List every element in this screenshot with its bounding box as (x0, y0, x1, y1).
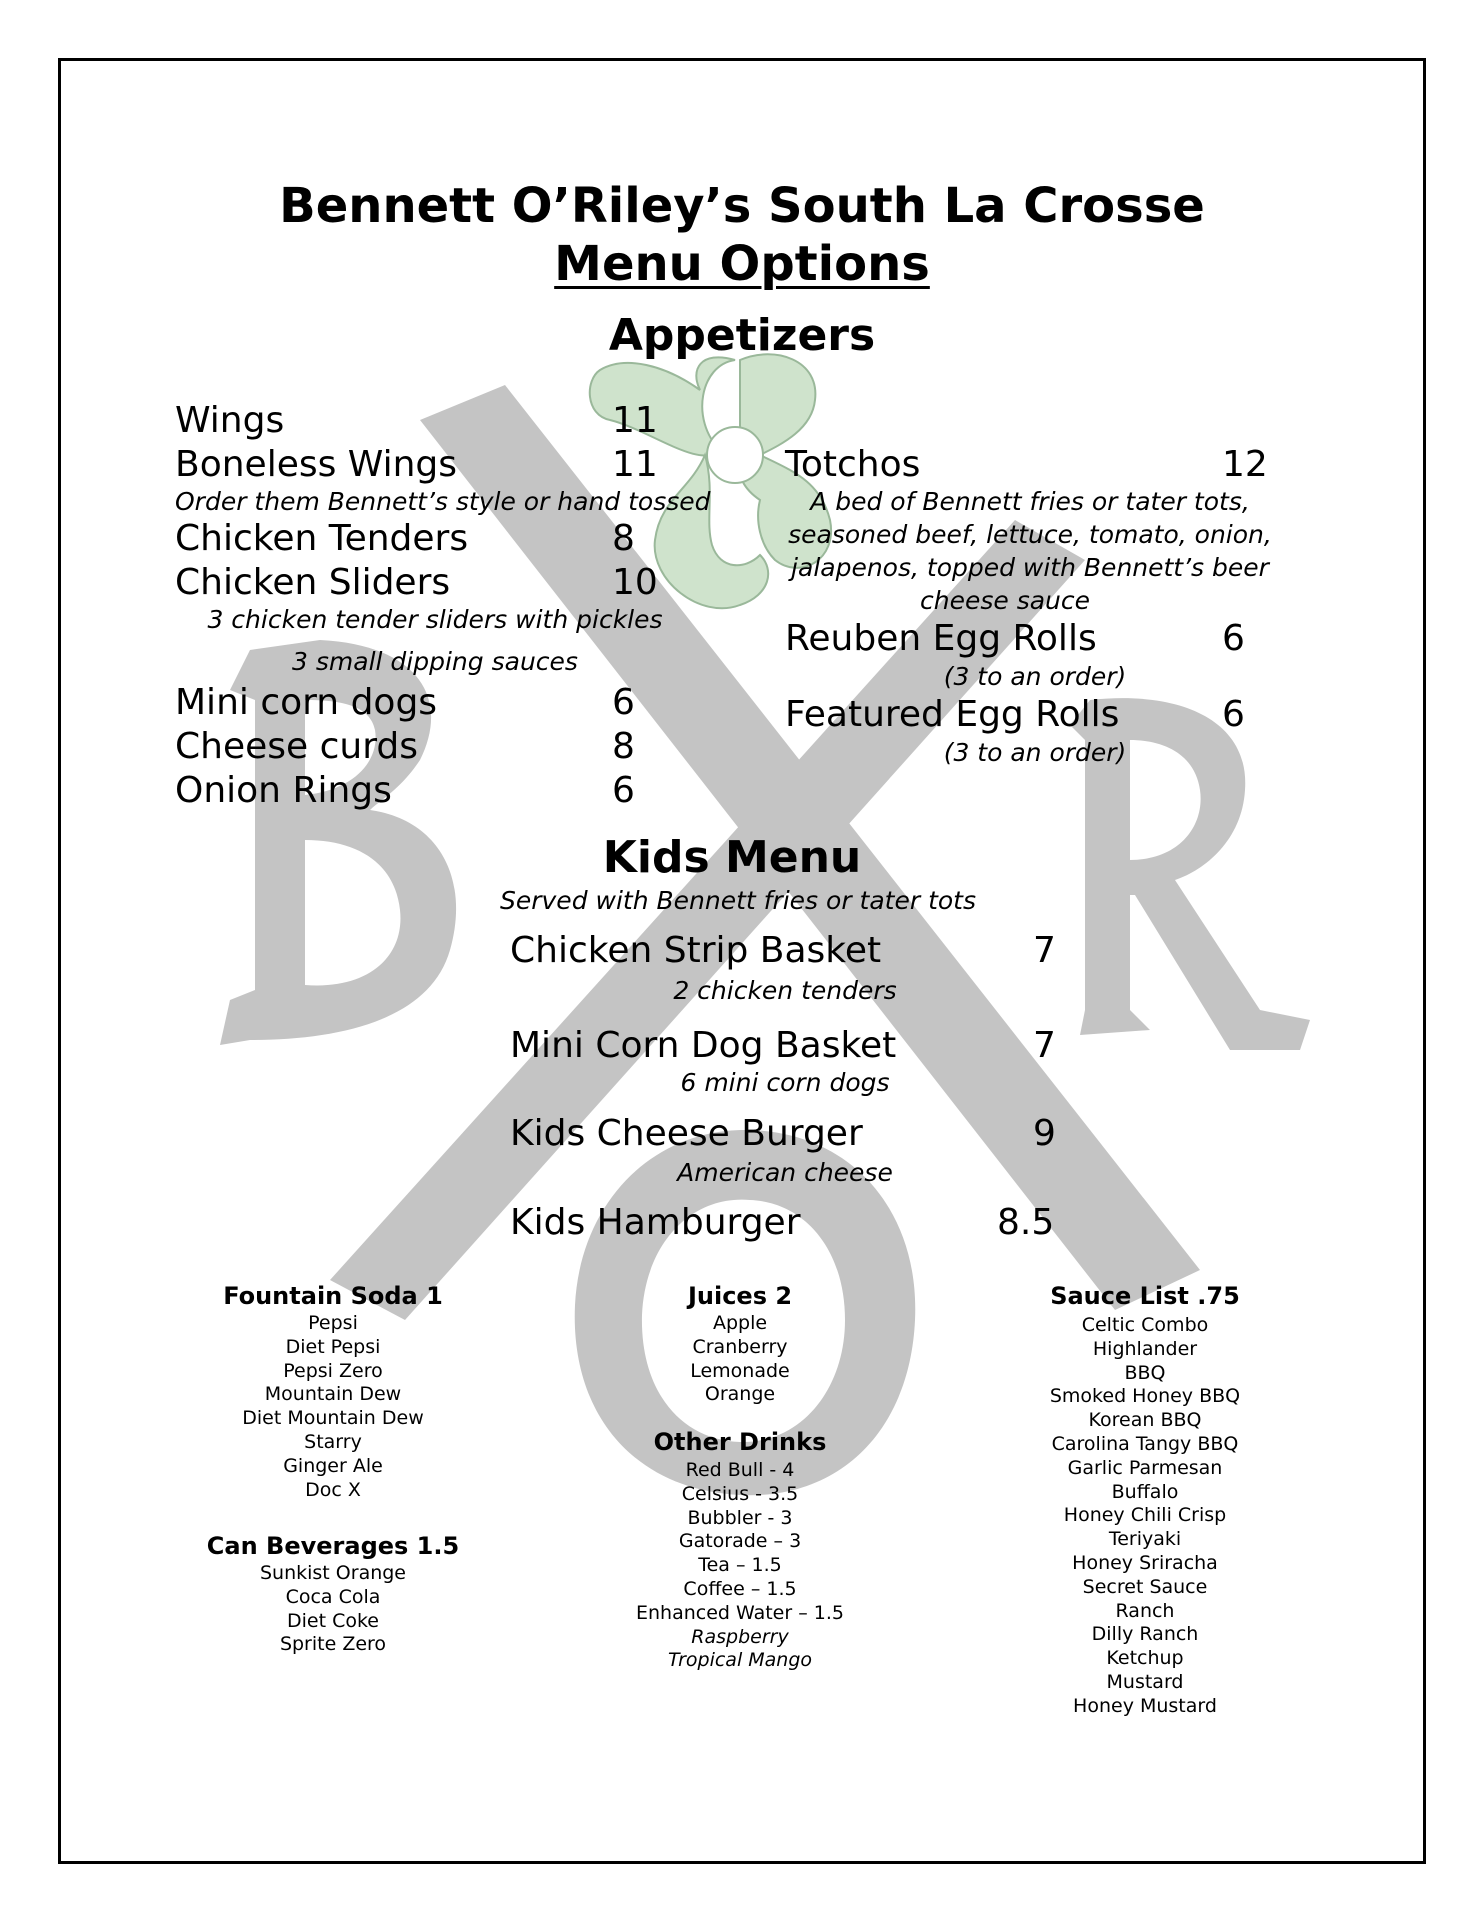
list-item-flavor: Raspberry (691, 1625, 789, 1648)
list-item: Celtic Combo (1081, 1314, 1209, 1336)
restaurant-title: Bennett O’Riley’s South La Crosse (279, 178, 1205, 234)
list-item: Celsius - 3.5 (681, 1482, 799, 1505)
list-item: Coca Cola (285, 1585, 381, 1608)
list-item: Doc X (305, 1478, 361, 1501)
list-item: Mustard (1106, 1670, 1184, 1693)
list-item: Pepsi Zero (283, 1359, 383, 1382)
list-item: Red Bull - 4 (685, 1459, 795, 1481)
list-item: BBQ (1124, 1361, 1166, 1384)
menu-item-price: 10 (612, 562, 658, 603)
list-item: Mountain Dew (264, 1383, 402, 1406)
menu-item-name: Totchos (785, 444, 921, 485)
fountain-soda-list (183, 1312, 483, 1502)
list-item: Coffee – 1.5 (683, 1577, 797, 1600)
kids-item-price: 7 (1033, 930, 1056, 971)
kids-item-name: Chicken Strip Basket (510, 930, 882, 971)
list-item: Bubbler - 3 (687, 1506, 793, 1529)
page-subtitle: Menu Options (554, 236, 930, 292)
juices-list (590, 1312, 890, 1407)
list-item: Sunkist Orange (259, 1562, 407, 1584)
kids-item-price: 7 (1033, 1025, 1056, 1066)
list-item: Ginger Ale (283, 1454, 383, 1477)
sauce-list-heading: Sauce List .75 (1050, 1282, 1240, 1310)
list-item: Teriyaki (1108, 1528, 1182, 1551)
sauce-list (995, 1314, 1295, 1719)
menu-item-price: 6 (1222, 694, 1245, 735)
menu-item-description: (3 to an order) (943, 738, 1127, 767)
menu-item-name: Cheese curds (175, 726, 418, 767)
list-item-flavor: Tropical Mango (667, 1649, 813, 1672)
list-item: Honey Chili Crisp (1063, 1504, 1227, 1527)
menu-item-price: 8 (612, 726, 635, 767)
menu-item-name: Chicken Tenders (175, 518, 469, 559)
menu-item-name: Chicken Sliders (175, 562, 451, 603)
menu-item-price: 11 (612, 400, 658, 441)
list-item: Dilly Ranch (1091, 1623, 1199, 1646)
kids-item-price: 8.5 (997, 1202, 1055, 1243)
list-item: Pepsi (308, 1312, 358, 1334)
menu-item-name: Mini corn dogs (175, 682, 438, 723)
list-item: Buffalo (1111, 1480, 1179, 1503)
list-item: Honey Sriracha (1072, 1551, 1218, 1574)
list-item: Lemonade (690, 1359, 790, 1382)
list-item: Cranberry (692, 1335, 788, 1358)
list-item: Ketchup (1106, 1647, 1184, 1670)
can-beverages-heading: Can Beverages 1.5 (206, 1532, 460, 1560)
menu-item-description: 3 chicken tender sliders with pickles (207, 605, 663, 634)
menu-item-price: 6 (612, 770, 635, 811)
list-item: Apple (712, 1312, 768, 1334)
list-item: Ranch (1115, 1599, 1175, 1622)
kids-menu-note: Served with Bennett fries or tater tots (499, 886, 976, 915)
kids-item-description: 2 chicken tenders (673, 976, 897, 1005)
list-item: Secret Sauce (1082, 1575, 1208, 1598)
list-item: Korean BBQ (1088, 1409, 1202, 1432)
menu-item-name: Reuben Egg Rolls (785, 618, 1097, 659)
other-drinks-list (590, 1459, 890, 1673)
menu-item-description: A bed of Bennett fries or tater tots, (810, 487, 1250, 516)
menu-item-price: 11 (612, 444, 658, 485)
list-item: Enhanced Water – 1.5 (636, 1601, 844, 1624)
kids-item-description: 6 mini corn dogs (680, 1068, 890, 1097)
menu-item-description: 3 small dipping sauces (292, 647, 578, 676)
menu-item-name: Wings (175, 400, 285, 441)
kids-item-name: Mini Corn Dog Basket (510, 1025, 897, 1066)
kids-menu-heading: Kids Menu (602, 832, 862, 883)
list-item: Diet Mountain Dew (242, 1407, 424, 1430)
menu-item-name: Featured Egg Rolls (785, 694, 1120, 735)
list-item: Sprite Zero (279, 1633, 387, 1656)
other-drinks-heading: Other Drinks (653, 1428, 827, 1456)
menu-item-price: 12 (1222, 444, 1268, 485)
juices-heading: Juices 2 (687, 1282, 793, 1310)
menu-item-name: Onion Rings (175, 770, 392, 811)
menu-item-name: Boneless Wings (175, 444, 458, 485)
list-item: Starry (304, 1430, 362, 1453)
kids-item-price: 9 (1033, 1113, 1056, 1154)
menu-item-description: cheese sauce (919, 586, 1091, 615)
list-item: Gatorade – 3 (678, 1530, 802, 1553)
kids-item-name: Kids Cheese Burger (510, 1113, 863, 1154)
kids-item-description: American cheese (677, 1158, 893, 1187)
list-item: Orange (704, 1383, 776, 1406)
appetizers-heading: Appetizers (608, 310, 876, 361)
list-item: Highlander (1092, 1337, 1198, 1360)
list-item: Carolina Tangy BBQ (1051, 1432, 1239, 1455)
can-beverages-list (183, 1562, 483, 1657)
list-item: Garlic Parmesan (1067, 1456, 1223, 1479)
list-item: Diet Pepsi (285, 1335, 381, 1358)
list-item: Honey Mustard (1073, 1694, 1217, 1717)
kids-item-name: Kids Hamburger (510, 1202, 801, 1243)
menu-item-price: 6 (612, 682, 635, 723)
menu-item-description: (3 to an order) (943, 662, 1127, 691)
menu-item-description: jalapenos, topped with Bennett’s beer (791, 553, 1269, 582)
menu-item-description: Order them Bennett’s style or hand tossed (175, 487, 711, 516)
list-item: Smoked Honey BBQ (1049, 1385, 1241, 1408)
fountain-soda-heading: Fountain Soda 1 (223, 1282, 443, 1310)
menu-item-description: seasoned beef, lettuce, tomato, onion, (788, 520, 1272, 549)
list-item: Tea – 1.5 (698, 1554, 782, 1577)
list-item: Diet Coke (287, 1609, 379, 1632)
menu-item-price: 8 (612, 518, 635, 559)
menu-item-price: 6 (1222, 618, 1245, 659)
